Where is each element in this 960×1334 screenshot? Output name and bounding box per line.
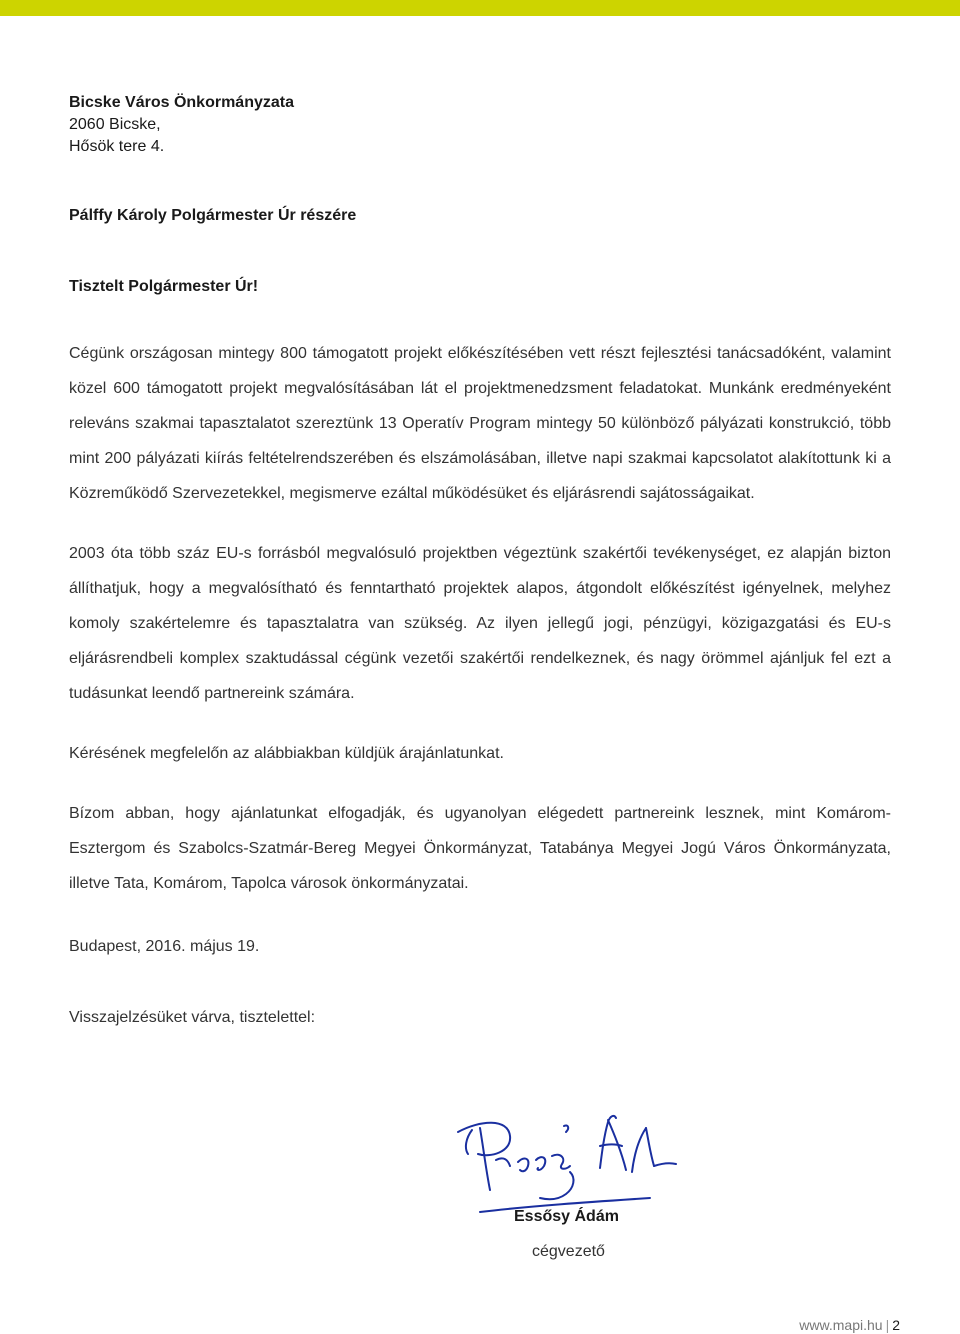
footer-separator: |	[885, 1317, 890, 1333]
paragraph-experience: Cégünk országosan mintegy 800 támogatott projekt előkészítésében vett részt fejlesztési tanácsadóként, valamint közel 600 támogatott projekt megvalósításában lát el projektmenedzsment feladatokat. Munkánk eredményeként releváns szakmai tapasztalatot szereztünk 13 Operatív Program mintegy 50 különböző pályázati konstrukció, több mint 200 pályázati kiírás feltételrendszerében és elszámolásában, illetve napi szakmai kapcsolatot alakítottunk ki a Közreműködő Szervezetekkel, megismerve ezáltal működésüket és eljárásrendi sajátosságaikat.	[69, 345, 891, 502]
sender-address-block	[69, 92, 891, 158]
signer-title: cégvezető	[532, 1243, 605, 1260]
address-street: Hősök tere 4.	[69, 138, 165, 155]
closing-line: Visszajelzésüket várva, tisztelettel:	[69, 1009, 316, 1026]
address-city: 2060 Bicske,	[69, 116, 161, 133]
handwritten-signature	[450, 1108, 680, 1220]
paragraph-references: Bízom abban, hogy ajánlatunkat elfogadják, és ugyanolyan elégedett partnereink lesznek, mint Komárom-Esztergom és Szabolcs-Szatmár-Bereg Megyei Önkormányzat, Tatabánya Megyei Jogú Város Önkormányzata, illetve Tata, Komárom, Tapolca városok önkormányzatai.	[69, 805, 891, 892]
page-footer	[799, 1316, 900, 1334]
signer-name: Essősy Ádám	[514, 1208, 619, 1225]
address-name: Bicske Város Önkormányzata	[69, 94, 294, 111]
accent-top-bar	[0, 0, 960, 16]
paragraph-offer: Kérésének megfelelőn az alábbiakban küldjük árajánlatunkat.	[69, 745, 504, 762]
date-line: Budapest, 2016. május 19.	[69, 938, 260, 955]
footer-page-number: 2	[892, 1317, 900, 1333]
salutation: Tisztelt Polgármester Úr!	[69, 278, 259, 295]
footer-website: www.mapi.hu	[799, 1317, 883, 1333]
recipient-line: Pálffy Károly Polgármester Úr részére	[69, 207, 357, 224]
paragraph-expertise: 2003 óta több száz EU-s forrásból megvalósuló projektben végeztünk szakértői tevékenységet, ez alapján bizton állíthatjuk, hogy a megvalósítható és fenntartható projektek alapos, átgondolt előkészítést igényelnek, melyhez komoly szakértelemre és tapasztalatra van szükség. Az ilyen jellegű jogi, pénzügyi, közigazgatási és EU-s eljárásrendbeli komplex szaktudással cégünk vezetői szakértői rendelkeznek, és nagy örömmel ajánljuk fel ezt a tudásunkat leendő partnereink számára.	[69, 545, 891, 702]
letter-body	[69, 92, 891, 1029]
